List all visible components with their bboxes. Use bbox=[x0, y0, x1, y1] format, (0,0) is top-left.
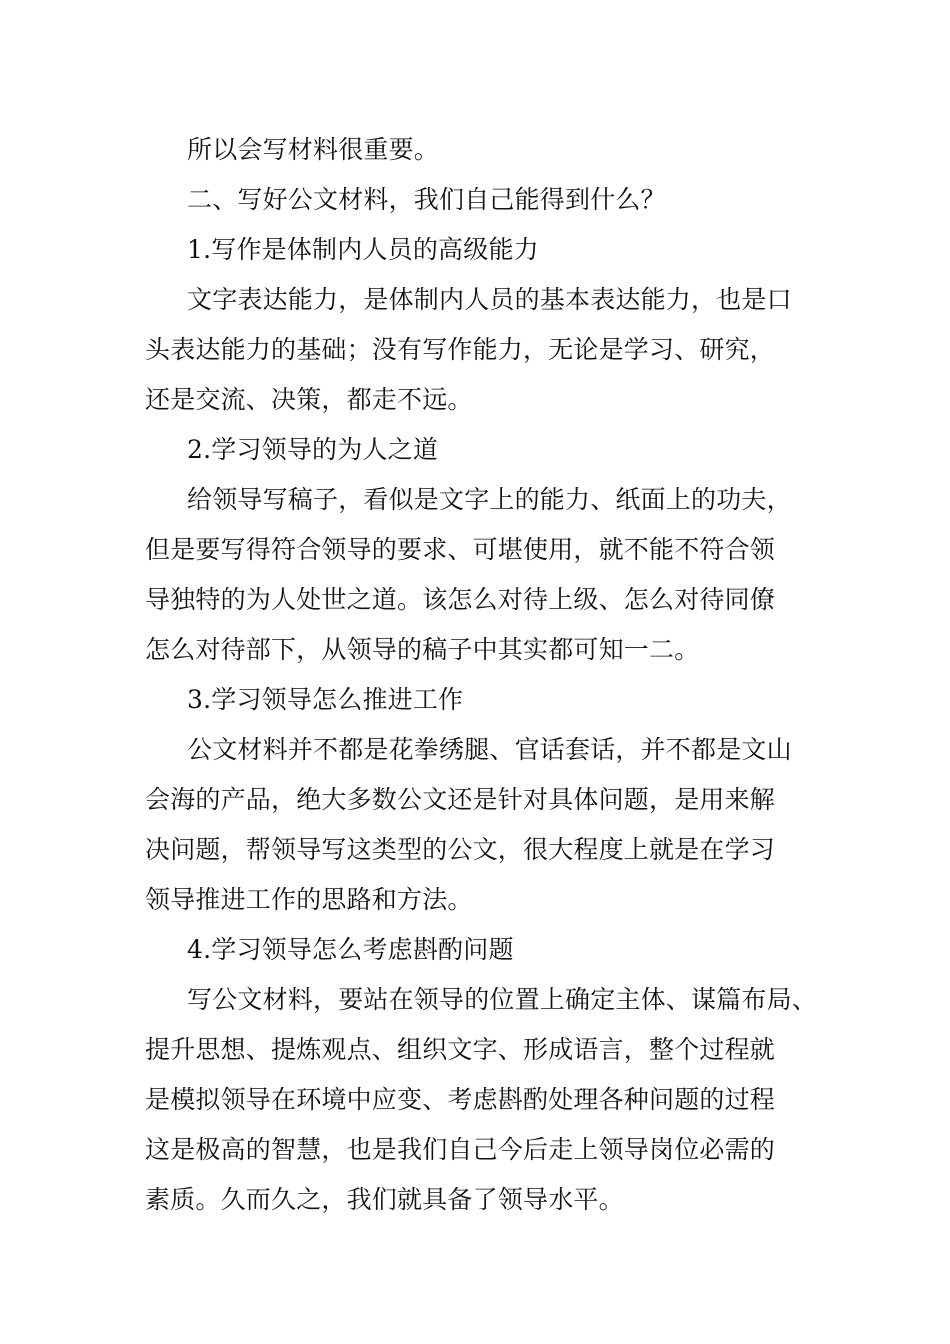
subheading-2: 2.学习领导的为人之道 bbox=[187, 435, 439, 464]
subheading-3: 3.学习领导怎么推进工作 bbox=[187, 685, 464, 714]
paragraph-line: 怎么对待部下，从领导的稿子中其实都可知一二。 bbox=[145, 635, 700, 664]
paragraph-line: 给领导写稿子，看似是文字上的能力、纸面上的功夫， bbox=[187, 485, 792, 514]
paragraph-line: 但是要写得符合领导的要求、可堪使用，就不能不符合领 bbox=[145, 535, 776, 564]
paragraph-line: 文字表达能力，是体制内人员的基本表达能力，也是口 bbox=[187, 285, 792, 314]
paragraph-line: 领导推进工作的思路和方法。 bbox=[145, 885, 473, 914]
paragraph-line: 导独特的为人处世之道。该怎么对待上级、怎么对待同僚 bbox=[145, 585, 776, 614]
paragraph-line: 写公文材料，要站在领导的位置上确定主体、谋篇布局、 bbox=[187, 985, 818, 1014]
subheading-4: 4.学习领导怎么考虑斟酌问题 bbox=[187, 935, 514, 964]
paragraph-line: 是模拟领导在环境中应变、考虑斟酌处理各种问题的过程 bbox=[145, 1085, 776, 1114]
paragraph-line: 所以会写材料很重要。 bbox=[187, 135, 440, 164]
paragraph-line: 提升思想、提炼观点、组织文字、形成语言，整个过程就 bbox=[145, 1035, 776, 1064]
paragraph-line: 会海的产品，绝大多数公文还是针对具体问题，是用来解 bbox=[145, 785, 776, 814]
paragraph-line: 决问题，帮领导写这类型的公文，很大程度上就是在学习 bbox=[145, 835, 776, 864]
section-heading: 二、写好公文材料，我们自己能得到什么？ bbox=[187, 185, 666, 214]
paragraph-line: 头表达能力的基础；没有写作能力，无论是学习、研究， bbox=[145, 335, 776, 364]
paragraph-line: 还是交流、决策，都走不远。 bbox=[145, 385, 473, 414]
subheading-1: 1.写作是体制内人员的高级能力 bbox=[187, 235, 539, 264]
paragraph-line: 素质。久而久之，我们就具备了领导水平。 bbox=[145, 1185, 624, 1214]
paragraph-line: 这是极高的智慧，也是我们自己今后走上领导岗位必需的 bbox=[145, 1135, 776, 1164]
paragraph-line: 公文材料并不都是花拳绣腿、官话套话，并不都是文山 bbox=[187, 735, 792, 764]
